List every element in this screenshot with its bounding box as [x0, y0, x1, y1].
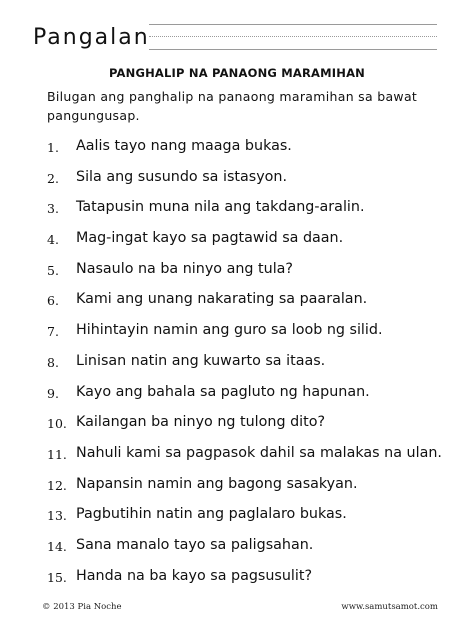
sentence-number: 10.: [47, 416, 67, 432]
sentence-item: [0, 412, 474, 443]
instructions-text: Bilugan ang panghalip na panaong maramihan sa bawat pangungusap.: [47, 89, 418, 123]
sentence-text: Mag-ingat kayo sa pagtawid sa daan.: [76, 230, 344, 247]
sentence-text: Tatapusin muna nila ang takdang-aralin.: [76, 199, 365, 216]
sentence-number: 2.: [47, 170, 59, 186]
name-line-top: [149, 24, 437, 25]
sentence-text: Sila ang susundo sa istasyon.: [76, 168, 288, 185]
sentence-number: 13.: [47, 508, 67, 524]
sentence-number: 9.: [47, 385, 59, 401]
sentence-item: [0, 136, 474, 167]
sentence-number: 1.: [47, 140, 59, 155]
sentence-item: [0, 167, 474, 198]
sentence-text: Linisan natin ang kuwarto sa itaas.: [76, 352, 326, 369]
sentence-text: Pagbutihin natin ang paglalaro bukas.: [76, 506, 347, 523]
sentence-number: 7.: [47, 324, 59, 340]
sentence-item: [0, 351, 474, 382]
name-writing-lines: [149, 24, 437, 50]
sentence-item: [0, 320, 474, 351]
sentence-item: [0, 535, 474, 566]
name-line-middle: [149, 36, 437, 37]
sentence-number: 5.: [47, 262, 59, 278]
sentence-text: Hihintayin namin ang guro sa loob ng silid.: [76, 322, 383, 339]
worksheet-title: PANGHALIP NA PANAONG MARAMIHAN: [108, 66, 366, 80]
sentence-text: Kailangan ba ninyo ng tulong dito?: [76, 414, 326, 431]
sentence-item: [0, 504, 474, 535]
sentence-text: Nahuli kami sa pagpasok dahil sa malakas na ulan.: [76, 444, 442, 461]
sentence-item: [0, 443, 474, 474]
sentence-number: 3.: [47, 201, 59, 217]
sentence-text: Aalis tayo nang maaga bukas.: [76, 138, 292, 154]
sentence-text: Handa na ba kayo sa pagsusulit?: [76, 567, 313, 584]
name-line-bottom: [149, 49, 437, 50]
sentence-number: 4.: [47, 232, 59, 248]
sentence-text: Nasaulo na ba ninyo ang tula?: [76, 260, 294, 277]
sentence-item: [0, 259, 474, 290]
sentence-text: Kami ang unang nakarating sa paaralan.: [76, 291, 368, 308]
sentence-item: [0, 382, 474, 413]
website-text: www.samutsamot.com: [341, 602, 438, 612]
sentence-number: 6.: [47, 293, 59, 309]
sentence-list: [0, 136, 474, 596]
sentence-item: [0, 228, 474, 259]
sentence-text: Kayo ang bahala sa pagluto ng hapunan.: [76, 383, 370, 400]
sentence-item: [0, 289, 474, 320]
sentence-number: 15.: [47, 569, 67, 585]
copyright-text: © 2013 Pia Noche: [42, 602, 122, 612]
sentence-item: [0, 566, 474, 597]
sentence-number: 8.: [47, 354, 59, 370]
name-label: Pangalan: [33, 25, 150, 50]
sentence-item: [0, 197, 474, 228]
sentence-text: Sana manalo tayo sa paligsahan.: [76, 536, 314, 553]
sentence-item: [0, 474, 474, 505]
name-row: [33, 22, 437, 52]
sentence-number: 12.: [47, 477, 67, 493]
sentence-number: 14.: [47, 538, 67, 554]
sentence-text: Napansin namin ang bagong sasakyan.: [76, 475, 358, 492]
sentence-number: 11.: [47, 446, 67, 462]
